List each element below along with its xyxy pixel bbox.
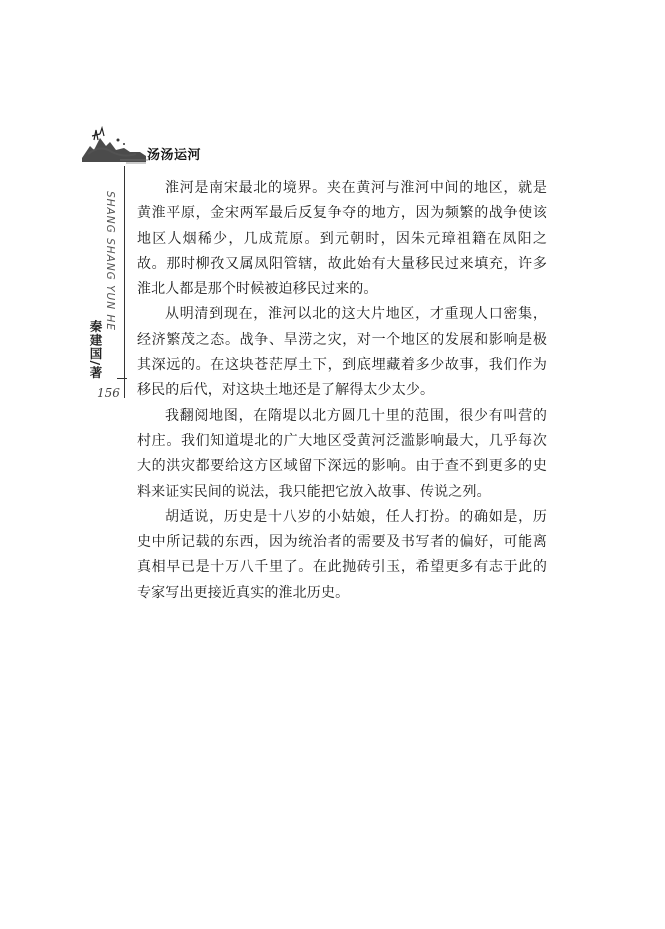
sidebar-rule-tick [117,378,127,379]
paragraph: 淮河是南宋最北的境界。夹在黄河与淮河中间的地区，就是黄淮平原，金宋两军最后反复争夺的地方，因为频繁的战争使该地区人烟稀少，几成荒原。到元朝时，因朱元璋祖籍在凤阳之故。那时柳孜又属凤阳管辖，故此始有大量移民过来填充，许多淮北人都是那个时候被迫移民过来的。 [137,180,547,298]
ink-tree-shape [92,128,104,140]
paragraph: 从明清到现在，淮河以北的这大片地区，才重现人口密集，经济繁茂之态。战争、旱涝之灾，对一个地区的发展和影响是极其深远的。在这块苍茫厚土下，到底埋藏着多少故事，我们作为移民的后代，对这块土地还是了解得太少太少。 [137,306,547,399]
body-text [137,176,547,606]
sidebar-author: 秦建国/著 [88,320,103,380]
paragraph: 胡适说，历史是十八岁的小姑娘，任人打扮。的确如是，历史中所记载的东西，因为统治者的需要及书写者的偏好，可能离真相早已是十万八千里了。在此抛砖引玉，希望更多有志于此的专家写出更接近真实的淮北历史。 [137,508,547,601]
sidebar-vertical-rule [124,166,125,398]
page-number: 156 [97,386,120,400]
sidebar-pinyin-title: SHANG SHANG YUN HE [104,191,116,331]
header-ink-landscape-decoration [80,122,150,166]
ink-dot-shape [117,139,120,142]
chapter-header-title: 汤汤运河 [147,148,202,163]
ink-dot-shape [123,143,125,145]
ink-mountain-shape [82,138,146,162]
paragraph: 我翻阅地图，在隋堤以北方圆几十里的范围，很少有叫营的村庄。我们知道堤北的广大地区受黄河泛滥影响最大，几乎每次大的洪灾都要给这方区域留下深远的影响。由于查不到更多的史料来证实民间的说法，我只能把它放入故事、传说之列。 [137,407,547,500]
